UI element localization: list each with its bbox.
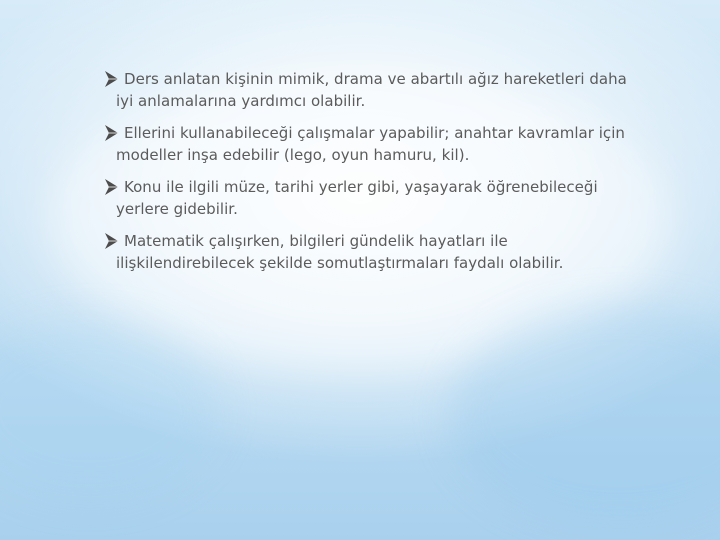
bullet-list <box>104 68 644 284</box>
bullet-item-3 <box>104 176 644 220</box>
background-blue-glow-left <box>0 320 220 500</box>
bullet-text: Konu ile ilgili müze, tarihi yerler gibi, yaşayarak öğrenebileceği yerlere gidebilir. <box>116 178 598 218</box>
right-arrowhead-icon <box>104 70 120 88</box>
bullet-item-2 <box>104 122 644 166</box>
bullet-text: Ders anlatan kişinin mimik, drama ve abartılı ağız hareketleri daha iyi anlamalarına yardımcı olabilir. <box>116 70 627 110</box>
right-arrowhead-icon <box>104 124 120 142</box>
bullet-text: Ellerini kullanabileceği çalışmalar yapabilir; anahtar kavramlar için modeller inşa edebilir (lego, oyun hamuru, kil). <box>116 124 625 164</box>
background-blue-glow-right <box>450 305 720 525</box>
bullet-item-4 <box>104 230 644 274</box>
right-arrowhead-icon <box>104 232 120 250</box>
right-arrowhead-icon <box>104 178 120 196</box>
bullet-text: Matematik çalışırken, bilgileri gündelik hayatları ile ilişkilendirebilecek şekilde somutlaştırmaları faydalı olabilir. <box>116 232 564 272</box>
bullet-item-1 <box>104 68 644 112</box>
